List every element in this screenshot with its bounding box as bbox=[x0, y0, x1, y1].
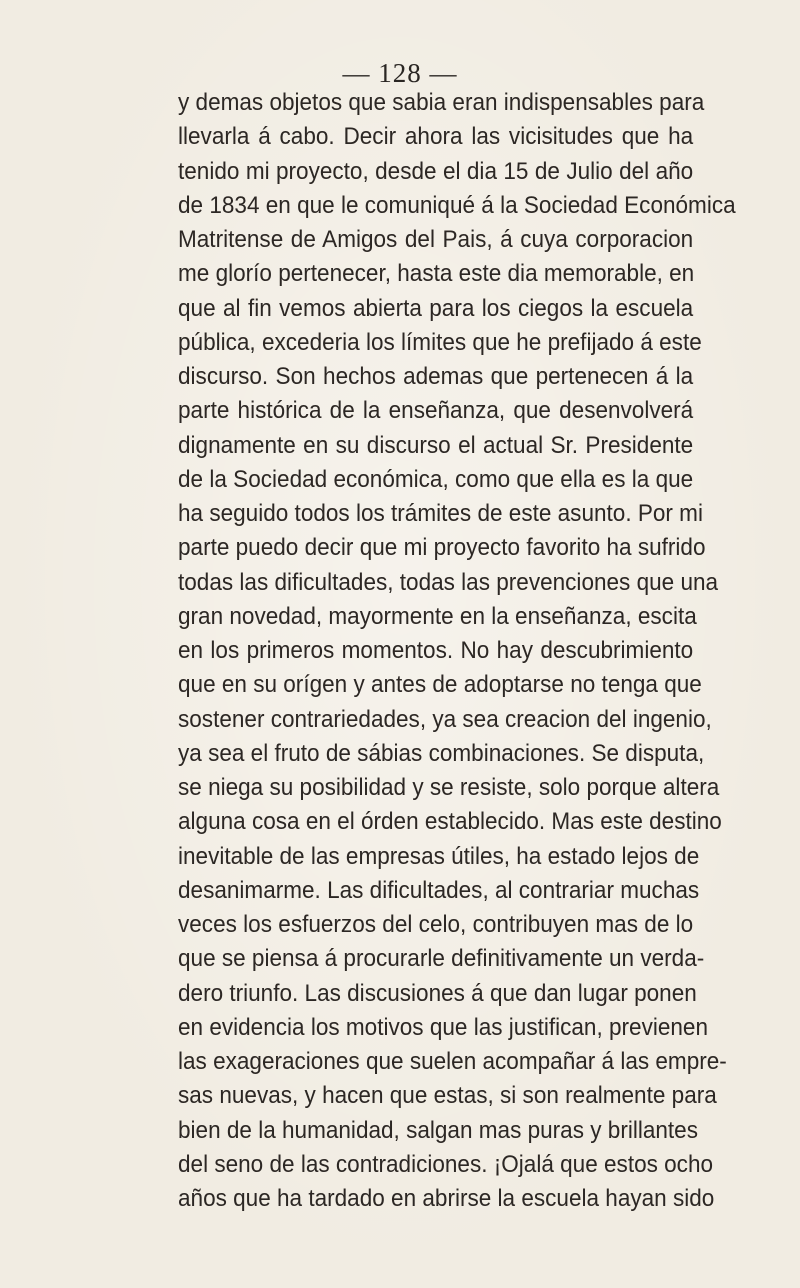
text-line: del seno de las contradiciones. ¡Ojalá que estos ocho bbox=[178, 1150, 714, 1178]
text-line: sas nuevas, y hacen que estas, si son realmente para bbox=[178, 1082, 717, 1110]
text-line: veces los esfuerzos del celo, contribuyen mas de lo bbox=[178, 911, 694, 938]
text-line: discurso. Son hechos ademas que pertenecen á la bbox=[178, 363, 694, 390]
page-number: — 128 — bbox=[342, 58, 458, 88]
text-line: pública, excederia los límites que he prefijado á este bbox=[178, 328, 702, 356]
text-line: parte histórica de la enseñanza, que desenvolverá bbox=[178, 397, 694, 425]
text-line: dero triunfo. Las discusiones á que dan lugar ponen bbox=[178, 979, 697, 1007]
text-line: que al fin vemos abierta para los ciegos la escuela bbox=[178, 294, 694, 322]
text-line: parte puedo decir que mi proyecto favorito ha sufrido bbox=[178, 534, 706, 562]
text-line: dignamente en su discurso el actual Sr. Presidente bbox=[178, 431, 694, 459]
text-line: ya sea el fruto de sábias combinaciones. Se disputa, bbox=[178, 739, 705, 767]
text-line: en evidencia los motivos que las justifican, previenen bbox=[178, 1013, 708, 1041]
text-line: sostener contrariedades, ya sea creacion del ingenio, bbox=[178, 705, 712, 733]
text-line: bien de la humanidad, salgan mas puras y brillantes bbox=[178, 1116, 698, 1144]
text-line: tenido mi proyecto, desde el dia 15 de Julio del año bbox=[178, 157, 694, 185]
text-line: en los primeros momentos. No hay descubrimiento bbox=[178, 637, 694, 664]
text-line: que en su orígen y antes de adoptarse no tenga que bbox=[178, 671, 702, 699]
text-line: me glorío pertenecer, hasta este dia memorable, en bbox=[178, 260, 695, 288]
text-line: las exageraciones que suelen acompañar á las empre- bbox=[178, 1048, 727, 1075]
text-line: gran novedad, mayormente en la enseñanza, escita bbox=[178, 602, 697, 630]
body-text bbox=[178, 86, 736, 1216]
text-line: que se piensa á procurarle definitivamente un verda- bbox=[178, 945, 705, 973]
text-line: ha seguido todos los trámites de este asunto. Por mi bbox=[178, 500, 703, 527]
text-line: Matritense de Amigos del Pais, á cuya corporacion bbox=[178, 226, 694, 253]
text-line: años que ha tardado en abrirse la escuela hayan sido bbox=[178, 1185, 715, 1212]
text-line: se niega su posibilidad y se resiste, solo porque altera bbox=[178, 774, 720, 801]
text-line: alguna cosa en el órden establecido. Mas este destino bbox=[178, 808, 722, 836]
text-line: de la Sociedad económica, como que ella es la que bbox=[178, 465, 694, 493]
text-line: inevitable de las empresas útiles, ha estado lejos de bbox=[178, 842, 700, 870]
text-line: todas las dificultades, todas las prevenciones que una bbox=[178, 568, 719, 596]
text-line: de 1834 en que le comuniqué á la Sociedad Económica bbox=[178, 191, 736, 219]
text-line: desanimarme. Las dificultades, al contrariar muchas bbox=[178, 876, 700, 904]
text-line: llevarla á cabo. Decir ahora las vicisitudes que ha bbox=[178, 123, 694, 151]
text-line: y demas objetos que sabia eran indispensables para bbox=[178, 89, 705, 116]
